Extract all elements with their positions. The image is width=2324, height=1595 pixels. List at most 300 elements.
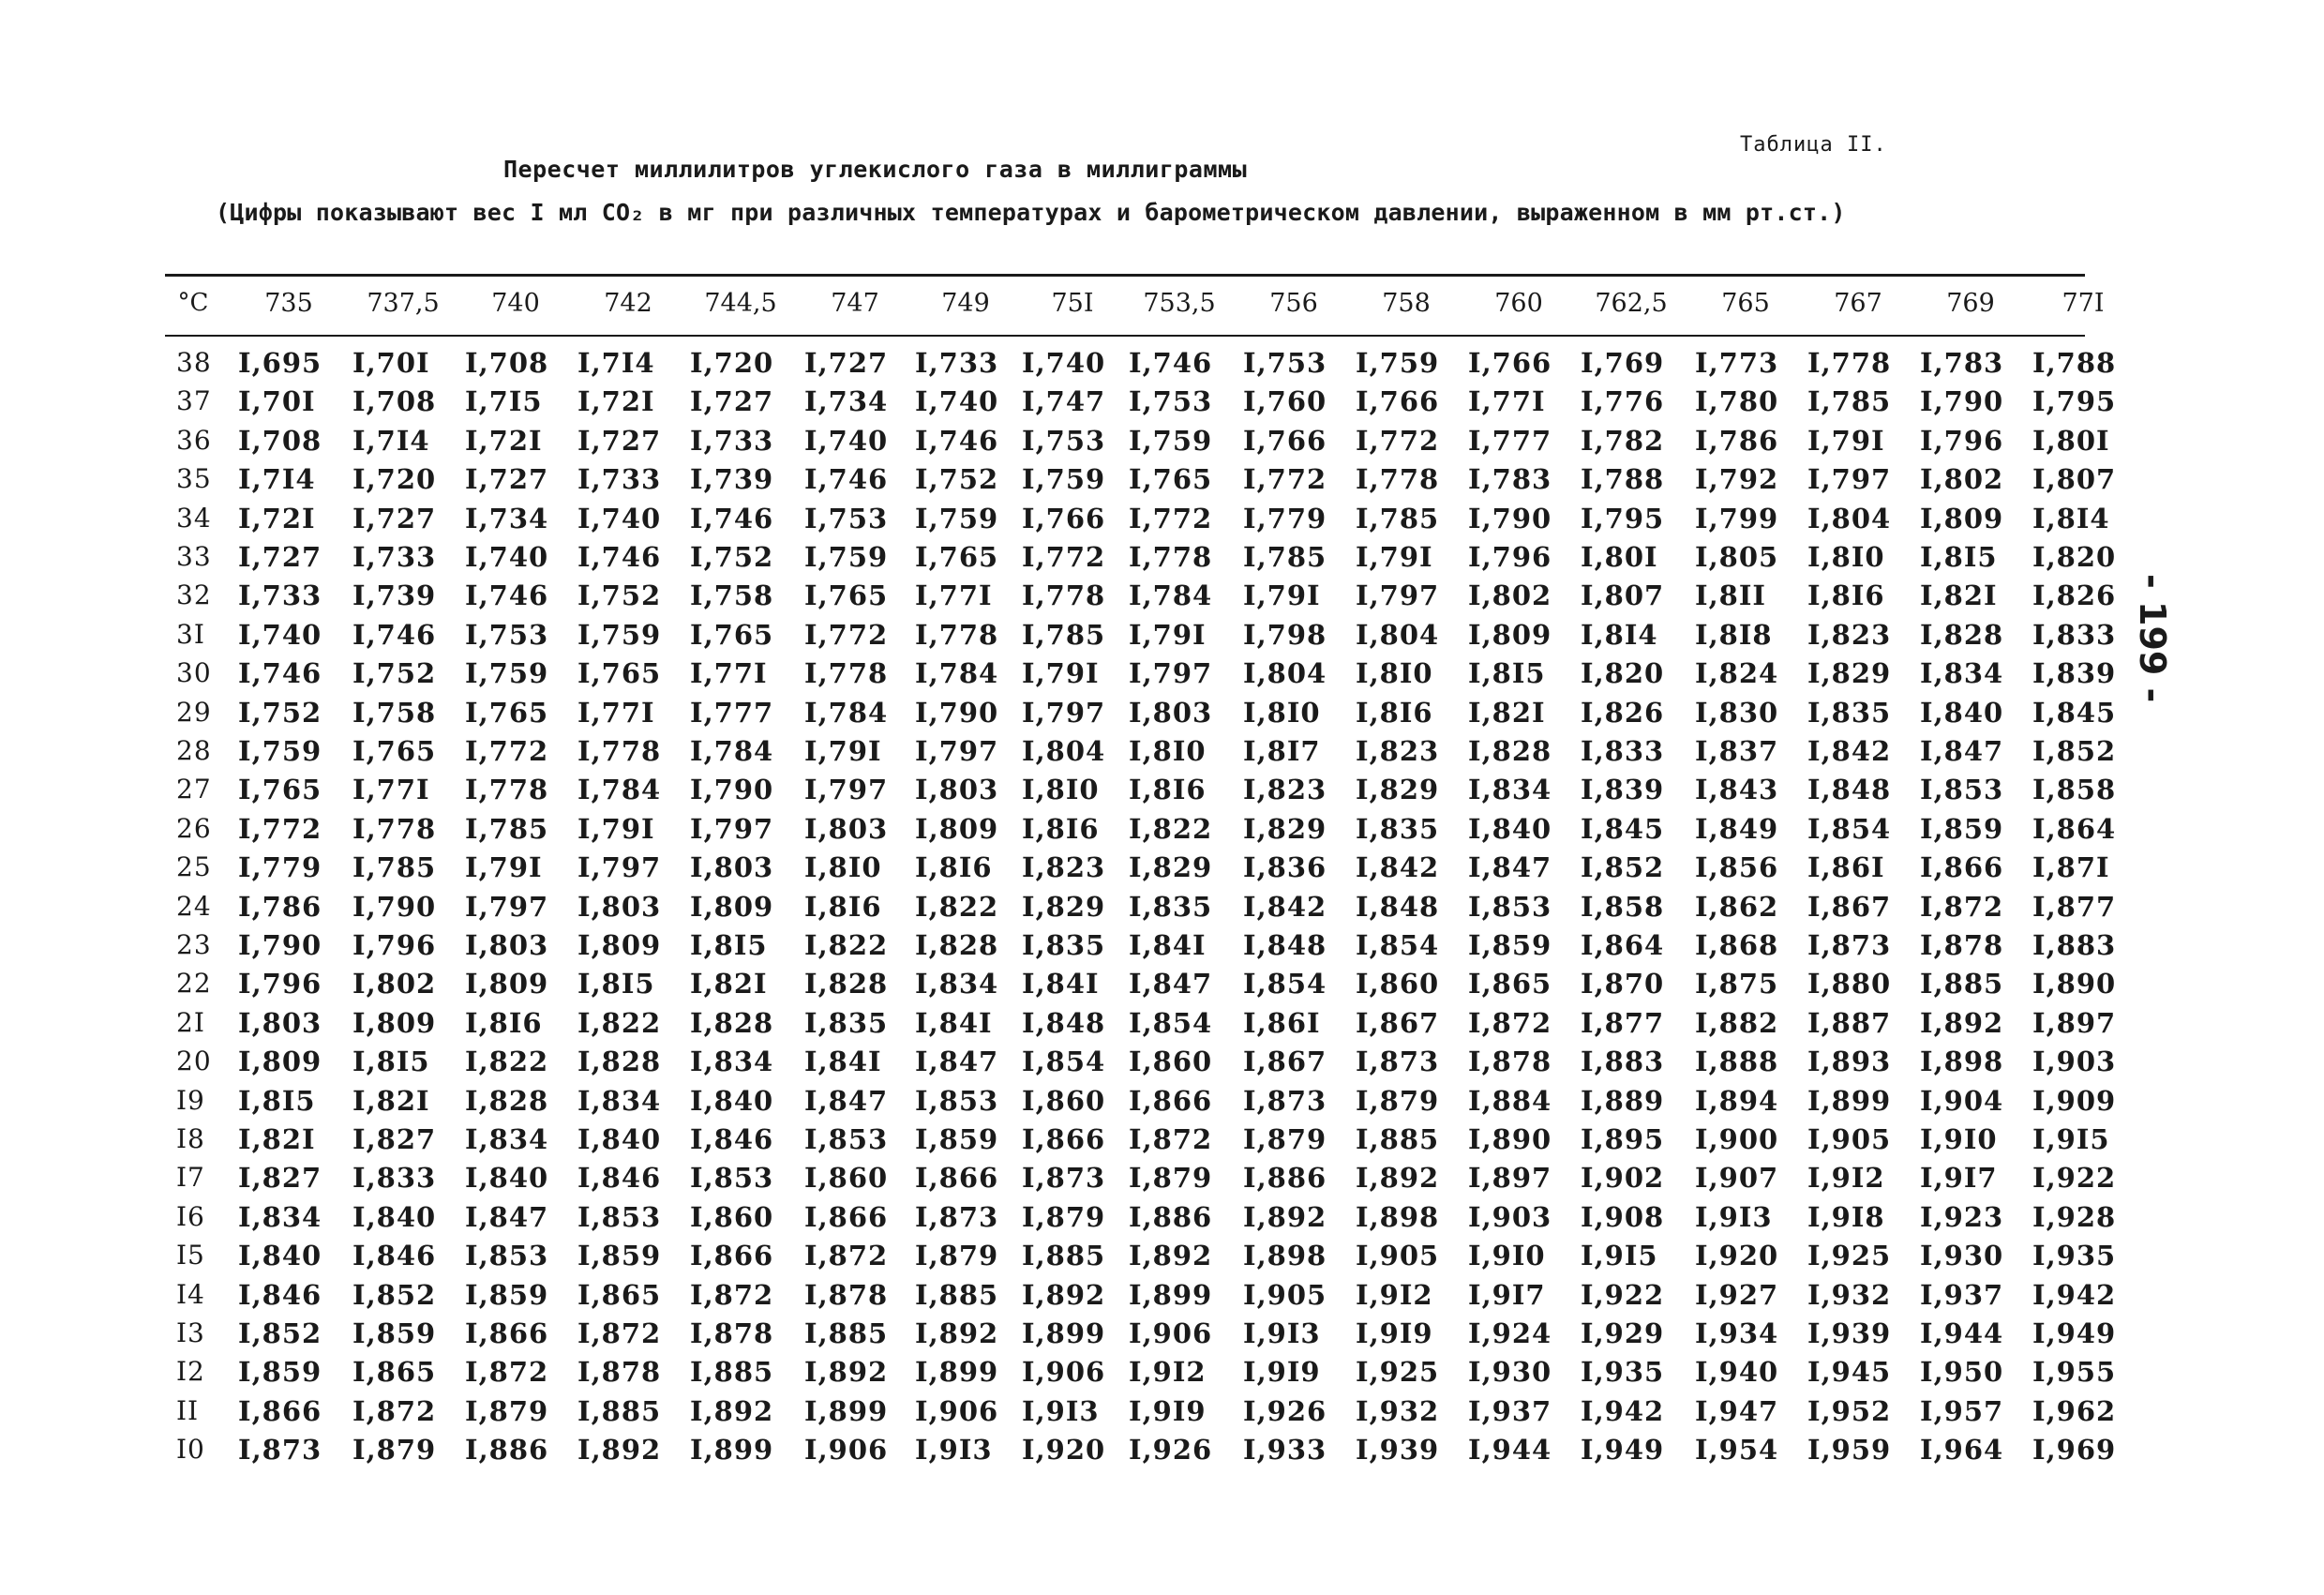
- value-cell: I,854: [1022, 1046, 1106, 1078]
- temperature-cell: I8: [176, 1123, 205, 1154]
- value-cell: I,842: [1356, 851, 1440, 884]
- value-cell: I,799: [1695, 502, 1779, 534]
- value-cell: I,892: [1243, 1200, 1327, 1233]
- value-cell: I,740: [1022, 347, 1106, 379]
- value-cell: I,888: [1695, 1046, 1779, 1078]
- value-cell: I,72I: [465, 424, 543, 457]
- value-cell: I,797: [465, 890, 549, 923]
- value-cell: I,942: [2032, 1278, 2117, 1311]
- value-cell: I,746: [577, 541, 662, 573]
- value-cell: I,927: [1695, 1278, 1779, 1311]
- value-cell: I,753: [804, 502, 889, 534]
- value-cell: I,866: [1129, 1084, 1213, 1117]
- value-cell: I,940: [1695, 1356, 1779, 1389]
- value-cell: I,879: [465, 1394, 549, 1427]
- value-cell: I,70I: [352, 347, 430, 379]
- value-cell: I,887: [1807, 1006, 1892, 1039]
- value-cell: I,878: [1468, 1046, 1552, 1078]
- value-cell: I,879: [1129, 1162, 1213, 1195]
- value-cell: I,822: [577, 1006, 662, 1039]
- value-cell: I,765: [690, 618, 774, 651]
- value-cell: I,7I5: [465, 385, 543, 418]
- value-cell: I,8I8: [1695, 618, 1773, 651]
- value-cell: I,847: [915, 1046, 999, 1078]
- value-cell: I,785: [1807, 385, 1892, 418]
- value-cell: I,829: [1129, 851, 1213, 884]
- value-cell: I,959: [1807, 1434, 1892, 1467]
- pressure-column-header: 737,5: [367, 289, 440, 318]
- value-cell: I,727: [465, 463, 549, 496]
- value-cell: I,8I0: [804, 851, 882, 884]
- value-cell: I,734: [465, 502, 549, 534]
- value-cell: I,70I: [238, 385, 316, 418]
- value-cell: I,926: [1243, 1394, 1327, 1427]
- value-cell: I,809: [238, 1046, 322, 1078]
- value-cell: I,872: [465, 1356, 549, 1389]
- value-cell: I,740: [804, 424, 889, 457]
- value-cell: I,795: [2032, 385, 2117, 418]
- value-cell: I,746: [915, 424, 999, 457]
- value-cell: I,804: [1022, 735, 1106, 767]
- value-cell: I,803: [915, 774, 999, 806]
- value-cell: I,804: [1807, 502, 1892, 534]
- value-cell: I,856: [1695, 851, 1779, 884]
- value-cell: I,872: [1129, 1123, 1213, 1155]
- value-cell: I,790: [690, 774, 774, 806]
- value-cell: I,839: [1581, 774, 1665, 806]
- temperature-cell: 28: [176, 735, 212, 766]
- value-cell: I,803: [465, 929, 549, 961]
- value-cell: I,922: [2032, 1162, 2117, 1195]
- value-cell: I,765: [352, 735, 437, 767]
- temperature-cell: 26: [176, 812, 212, 844]
- value-cell: I,785: [465, 812, 549, 845]
- value-cell: I,926: [1129, 1434, 1213, 1467]
- value-cell: I,834: [238, 1200, 322, 1233]
- value-cell: I,796: [238, 968, 322, 1001]
- value-cell: I,860: [1356, 968, 1440, 1001]
- value-cell: I,897: [2032, 1006, 2117, 1039]
- value-cell: I,847: [804, 1084, 889, 1117]
- value-cell: I,9I7: [1920, 1162, 1998, 1195]
- value-cell: I,906: [804, 1434, 889, 1467]
- value-cell: I,847: [1468, 851, 1552, 884]
- value-cell: I,862: [1695, 890, 1779, 923]
- value-cell: I,892: [1356, 1162, 1440, 1195]
- value-cell: I,906: [1129, 1317, 1213, 1349]
- value-cell: I,925: [1807, 1240, 1892, 1272]
- value-cell: I,798: [1243, 618, 1327, 651]
- value-cell: I,859: [465, 1278, 549, 1311]
- value-cell: I,822: [465, 1046, 549, 1078]
- value-cell: I,784: [1129, 579, 1213, 612]
- value-cell: I,834: [690, 1046, 774, 1078]
- value-cell: I,87I: [2032, 851, 2110, 884]
- value-cell: I,9I3: [915, 1434, 993, 1467]
- temperature-cell: I3: [176, 1317, 205, 1348]
- value-cell: I,836: [1243, 851, 1327, 884]
- temperature-cell: II: [176, 1394, 200, 1426]
- value-cell: I,79I: [465, 851, 543, 884]
- value-cell: I,853: [915, 1084, 999, 1117]
- pressure-column-header: 758: [1382, 289, 1431, 318]
- value-cell: I,9I2: [1129, 1356, 1207, 1389]
- value-cell: I,79I: [804, 735, 882, 767]
- value-cell: I,785: [352, 851, 437, 884]
- value-cell: I,8II: [1695, 579, 1766, 612]
- value-cell: I,776: [1581, 385, 1665, 418]
- value-cell: I,829: [1356, 774, 1440, 806]
- value-cell: I,920: [1022, 1434, 1106, 1467]
- value-cell: I,797: [690, 812, 774, 845]
- value-cell: I,925: [1356, 1356, 1440, 1389]
- value-cell: I,783: [1920, 347, 2004, 379]
- value-cell: I,740: [465, 541, 549, 573]
- value-cell: I,9I9: [1129, 1394, 1207, 1427]
- value-cell: I,859: [915, 1123, 999, 1155]
- value-cell: I,879: [1022, 1200, 1106, 1233]
- value-cell: I,759: [804, 541, 889, 573]
- table-number: Таблица II.: [1740, 133, 1887, 157]
- value-cell: I,820: [1581, 657, 1665, 690]
- value-cell: I,872: [352, 1394, 437, 1427]
- pressure-column-header: 760: [1494, 289, 1543, 318]
- value-cell: I,766: [1243, 424, 1327, 457]
- value-cell: I,853: [465, 1240, 549, 1272]
- value-cell: I,873: [1356, 1046, 1440, 1078]
- temperature-cell: I5: [176, 1240, 205, 1271]
- value-cell: I,833: [2032, 618, 2117, 651]
- value-cell: I,733: [577, 463, 662, 496]
- value-cell: I,846: [238, 1278, 322, 1311]
- value-cell: I,79I: [1129, 618, 1207, 651]
- temperature-cell: 3I: [176, 618, 205, 650]
- value-cell: I,899: [915, 1356, 999, 1389]
- value-cell: I,902: [1581, 1162, 1665, 1195]
- value-cell: I,866: [690, 1240, 774, 1272]
- value-cell: I,867: [1807, 890, 1892, 923]
- temperature-cell: 22: [176, 968, 212, 1000]
- value-cell: I,882: [1695, 1006, 1779, 1039]
- value-cell: I,797: [1807, 463, 1892, 496]
- pressure-column-header: 747: [831, 289, 879, 318]
- value-cell: I,878: [1920, 929, 2004, 961]
- value-cell: I,934: [1695, 1317, 1779, 1349]
- value-cell: I,809: [465, 968, 549, 1001]
- value-cell: I,785: [1243, 541, 1327, 573]
- value-cell: I,944: [1468, 1434, 1552, 1467]
- temperature-cell: 37: [176, 385, 212, 417]
- value-cell: I,885: [1022, 1240, 1106, 1272]
- value-cell: I,890: [2032, 968, 2117, 1001]
- value-cell: I,885: [1356, 1123, 1440, 1155]
- value-cell: I,746: [1129, 347, 1213, 379]
- value-cell: I,778: [465, 774, 549, 806]
- header-underline: [165, 335, 2085, 337]
- value-cell: I,740: [915, 385, 999, 418]
- value-cell: I,778: [915, 618, 999, 651]
- value-cell: I,969: [2032, 1434, 2117, 1467]
- value-cell: I,805: [1695, 541, 1779, 573]
- value-cell: I,7I4: [577, 347, 655, 379]
- value-cell: I,9I5: [1581, 1240, 1658, 1272]
- value-cell: I,858: [2032, 774, 2117, 806]
- value-cell: I,77I: [690, 657, 768, 690]
- value-cell: I,892: [804, 1356, 889, 1389]
- value-cell: I,889: [1581, 1084, 1665, 1117]
- value-cell: I,842: [1807, 735, 1892, 767]
- value-cell: I,773: [1695, 347, 1779, 379]
- value-cell: I,822: [804, 929, 889, 961]
- value-cell: I,892: [1920, 1006, 2004, 1039]
- value-cell: I,759: [1356, 347, 1440, 379]
- value-cell: I,803: [1129, 696, 1213, 729]
- value-cell: I,8I7: [1243, 735, 1321, 767]
- value-cell: I,765: [577, 657, 662, 690]
- value-cell: I,892: [690, 1394, 774, 1427]
- value-cell: I,879: [1243, 1123, 1327, 1155]
- value-cell: I,898: [1243, 1240, 1327, 1272]
- pressure-column-header: 769: [1946, 289, 1995, 318]
- value-cell: I,8I0: [1356, 657, 1433, 690]
- value-cell: I,785: [1022, 618, 1106, 651]
- value-cell: I,8I5: [690, 929, 768, 961]
- value-cell: I,739: [690, 463, 774, 496]
- value-cell: I,935: [1581, 1356, 1665, 1389]
- value-cell: I,86I: [1807, 851, 1885, 884]
- value-cell: I,840: [238, 1240, 322, 1272]
- value-cell: I,752: [915, 463, 999, 496]
- value-cell: I,846: [352, 1240, 437, 1272]
- temperature-cell: I9: [176, 1084, 205, 1116]
- value-cell: I,823: [1356, 735, 1440, 767]
- value-cell: I,952: [1807, 1394, 1892, 1427]
- value-cell: I,840: [465, 1162, 549, 1195]
- value-cell: I,797: [804, 774, 889, 806]
- value-cell: I,784: [690, 735, 774, 767]
- pressure-column-header: 762,5: [1595, 289, 1668, 318]
- temperature-cell: I7: [176, 1162, 205, 1194]
- temperature-cell: I2: [176, 1356, 205, 1388]
- value-cell: I,8I5: [577, 968, 655, 1001]
- value-cell: I,779: [238, 851, 322, 884]
- value-cell: I,753: [1129, 385, 1213, 418]
- value-cell: I,879: [1356, 1084, 1440, 1117]
- value-cell: I,7I4: [352, 424, 430, 457]
- value-cell: I,942: [1581, 1394, 1665, 1427]
- value-cell: I,802: [1920, 463, 2004, 496]
- value-cell: I,778: [577, 735, 662, 767]
- page-number: - 199 -: [2132, 574, 2173, 703]
- value-cell: I,834: [915, 968, 999, 1001]
- value-cell: I,797: [915, 735, 999, 767]
- value-cell: I,765: [804, 579, 889, 612]
- value-cell: I,760: [1243, 385, 1327, 418]
- value-cell: I,849: [1695, 812, 1779, 845]
- value-cell: I,859: [1920, 812, 2004, 845]
- value-cell: I,854: [1356, 929, 1440, 961]
- value-cell: I,879: [352, 1434, 437, 1467]
- value-cell: I,875: [1695, 968, 1779, 1001]
- value-cell: I,866: [465, 1317, 549, 1349]
- value-cell: I,9I9: [1243, 1356, 1321, 1389]
- value-cell: I,759: [577, 618, 662, 651]
- value-cell: I,780: [1695, 385, 1779, 418]
- value-cell: I,873: [1807, 929, 1892, 961]
- temperature-cell: 25: [176, 851, 212, 883]
- temperature-cell: 34: [176, 502, 212, 534]
- value-cell: I,82I: [1920, 579, 1998, 612]
- value-cell: I,778: [804, 657, 889, 690]
- value-cell: I,772: [1243, 463, 1327, 496]
- value-cell: I,82I: [1468, 696, 1546, 729]
- value-cell: I,727: [804, 347, 889, 379]
- pressure-column-header: 740: [491, 289, 540, 318]
- value-cell: I,8I5: [1920, 541, 1998, 573]
- value-cell: I,822: [915, 890, 999, 923]
- value-cell: I,803: [238, 1006, 322, 1039]
- value-cell: I,727: [690, 385, 774, 418]
- value-cell: I,820: [2032, 541, 2117, 573]
- value-cell: I,872: [1920, 890, 2004, 923]
- value-cell: I,782: [1581, 424, 1665, 457]
- value-cell: I,870: [1581, 968, 1665, 1001]
- value-cell: I,740: [238, 618, 322, 651]
- temperature-cell: 33: [176, 541, 212, 572]
- value-cell: I,746: [804, 463, 889, 496]
- value-cell: I,758: [690, 579, 774, 612]
- value-cell: I,866: [1920, 851, 2004, 884]
- value-cell: I,747: [1022, 385, 1106, 418]
- value-cell: I,785: [1356, 502, 1440, 534]
- value-cell: I,7I4: [238, 463, 316, 496]
- value-cell: I,759: [1129, 424, 1213, 457]
- temperature-cell: 30: [176, 657, 212, 689]
- value-cell: I,845: [1581, 812, 1665, 845]
- value-cell: I,879: [915, 1240, 999, 1272]
- value-cell: I,848: [1356, 890, 1440, 923]
- value-cell: I,930: [1920, 1240, 2004, 1272]
- value-cell: I,790: [238, 929, 322, 961]
- value-cell: I,797: [1022, 696, 1106, 729]
- value-cell: I,740: [577, 502, 662, 534]
- temperature-cell: 24: [176, 890, 212, 922]
- pressure-column-header: 749: [941, 289, 990, 318]
- value-cell: I,932: [1356, 1394, 1440, 1427]
- value-cell: I,797: [577, 851, 662, 884]
- value-cell: I,772: [238, 812, 322, 845]
- value-cell: I,720: [352, 463, 437, 496]
- value-cell: I,848: [1022, 1006, 1106, 1039]
- value-cell: I,840: [352, 1200, 437, 1233]
- value-cell: I,79I: [1243, 579, 1321, 612]
- value-cell: I,804: [1243, 657, 1327, 690]
- value-cell: I,834: [577, 1084, 662, 1117]
- value-cell: I,903: [1468, 1200, 1552, 1233]
- value-cell: I,823: [1022, 851, 1106, 884]
- value-cell: I,777: [690, 696, 774, 729]
- value-cell: I,828: [690, 1006, 774, 1039]
- value-cell: I,84I: [804, 1046, 882, 1078]
- value-cell: I,865: [577, 1278, 662, 1311]
- value-cell: I,858: [1581, 890, 1665, 923]
- value-cell: I,8I0: [1807, 541, 1885, 573]
- value-cell: I,802: [352, 968, 437, 1001]
- temperature-cell: 32: [176, 579, 212, 611]
- value-cell: I,727: [577, 424, 662, 457]
- value-cell: I,827: [352, 1123, 437, 1155]
- value-cell: I,900: [1695, 1123, 1779, 1155]
- value-cell: I,954: [1695, 1434, 1779, 1467]
- value-cell: I,79I: [1356, 541, 1433, 573]
- value-cell: I,898: [1356, 1200, 1440, 1233]
- value-cell: I,8I4: [2032, 502, 2110, 534]
- value-cell: I,872: [577, 1317, 662, 1349]
- value-cell: I,84I: [1022, 968, 1100, 1001]
- value-cell: I,853: [804, 1123, 889, 1155]
- value-cell: I,753: [465, 618, 549, 651]
- temperature-cell: I6: [176, 1200, 205, 1232]
- value-cell: I,932: [1807, 1278, 1892, 1311]
- value-cell: I,765: [465, 696, 549, 729]
- value-cell: I,947: [1695, 1394, 1779, 1427]
- value-cell: I,883: [2032, 929, 2117, 961]
- value-cell: I,840: [577, 1123, 662, 1155]
- value-cell: I,859: [577, 1240, 662, 1272]
- value-cell: I,939: [1356, 1434, 1440, 1467]
- value-cell: I,865: [1468, 968, 1552, 1001]
- value-cell: I,899: [1807, 1084, 1892, 1117]
- value-cell: I,893: [1807, 1046, 1892, 1078]
- value-cell: I,746: [352, 618, 437, 651]
- value-cell: I,866: [804, 1200, 889, 1233]
- value-cell: I,860: [1129, 1046, 1213, 1078]
- value-cell: I,939: [1807, 1317, 1892, 1349]
- value-cell: I,823: [1807, 618, 1892, 651]
- value-cell: I,769: [1581, 347, 1665, 379]
- value-cell: I,792: [1695, 463, 1779, 496]
- value-cell: I,796: [1920, 424, 2004, 457]
- value-cell: I,845: [2032, 696, 2117, 729]
- value-cell: I,86I: [1243, 1006, 1321, 1039]
- value-cell: I,695: [238, 347, 322, 379]
- value-cell: I,827: [238, 1162, 322, 1195]
- value-cell: I,852: [352, 1278, 437, 1311]
- table-top-rule: [165, 274, 2085, 277]
- value-cell: I,772: [1022, 541, 1106, 573]
- value-cell: I,772: [804, 618, 889, 651]
- value-cell: I,802: [1468, 579, 1552, 612]
- value-cell: I,803: [577, 890, 662, 923]
- value-cell: I,859: [1468, 929, 1552, 961]
- value-cell: I,8I6: [804, 890, 882, 923]
- value-cell: I,72I: [577, 385, 655, 418]
- value-cell: I,759: [915, 502, 999, 534]
- value-cell: I,865: [352, 1356, 437, 1389]
- value-cell: I,9I2: [1807, 1162, 1885, 1195]
- value-cell: I,833: [1581, 735, 1665, 767]
- value-cell: I,708: [352, 385, 437, 418]
- value-cell: I,778: [1356, 463, 1440, 496]
- value-cell: I,877: [2032, 890, 2117, 923]
- value-cell: I,804: [1356, 618, 1440, 651]
- value-cell: I,82I: [238, 1123, 316, 1155]
- value-cell: I,8I0: [1129, 735, 1207, 767]
- value-cell: I,8I0: [1022, 774, 1100, 806]
- value-cell: I,8I0: [1243, 696, 1321, 729]
- value-cell: I,937: [1920, 1278, 2004, 1311]
- value-cell: I,955: [2032, 1356, 2117, 1389]
